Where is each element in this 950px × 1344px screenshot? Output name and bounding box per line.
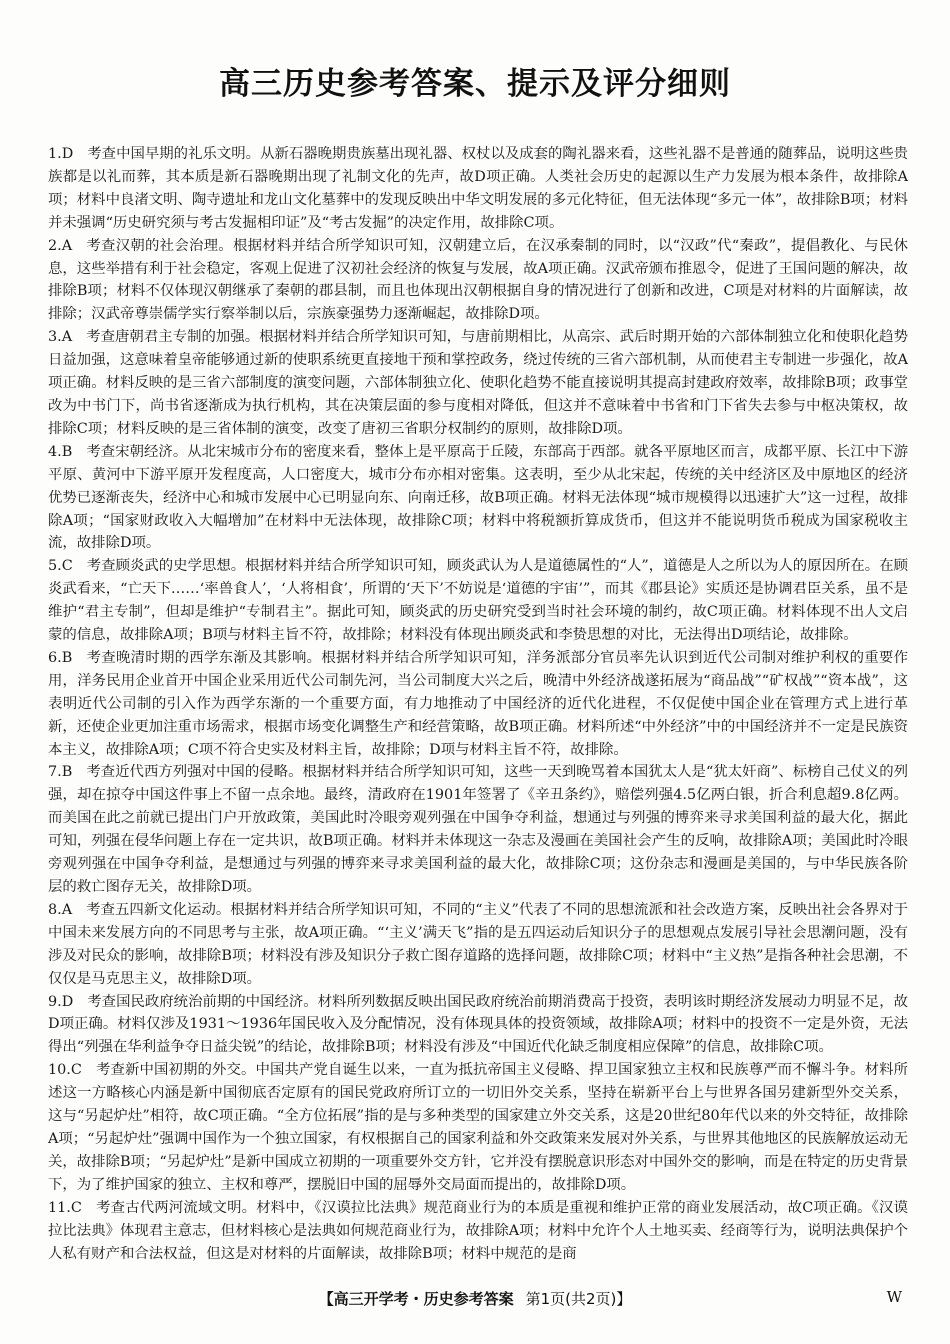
item-answer: B [61,649,73,666]
item-explanation: 考查汉朝的社会治理。根据材料并结合所学知识可知，汉朝建立后，在汉承秦制的同时，以“汉政”代“秦政”，提倡教化、与民休息，这些举措有利于社会稳定，客观上促进了汉初社会经济的恢复与发展，故A项正确。汉武帝颁布推恩令，促进了王国问题的解决，故排除B项；材料不仅体现汉朝继承了秦朝的郡县制，而且也体现出汉朝根据自身的情况进行了创新和改进，C项是对材料的片面解读，故排除；汉武帝尊崇儒学实行察举制以后，宗族豪强势力逐渐崛起，故排除D项。 [48,237,908,323]
item-number: 7. [48,764,62,781]
item-explanation: 考查国民政府统治前期的中国经济。材料所列数据反映出国民政府统治前期消费高于投资，表明该时期经济发展动力明显不足，故D项正确。材料仅涉及1931～1936年国民收入及分配情况，没有体现具体的投资领域，故排除A项；材料中的投资不一定是外资，无法得出“列强在华利益争夺日益尖锐”的结论，故排除B项；材料没有涉及“中国近代化缺乏制度相应保障”的信息，故排除C项。 [48,993,908,1056]
answer-item [48,555,908,647]
item-number: 10. [48,1062,71,1079]
answer-item [48,1059,908,1196]
page-title: 高三历史参考答案、提示及评分细则 [219,66,731,102]
answer-item [48,761,908,898]
item-answer: C [61,558,73,575]
item-explanation: 考查顾炎武的史学思想。根据材料并结合所学知识可知，顾炎武认为人是道德属性的“人”，道德是人之所以为人的原因所在。在顾炎武看来，“亡天下……‘率兽食人’，‘人将相食’，所谓的‘天下’不妨说是‘道德的宇宙’”，而其《郡县论》实质还是协调君臣关系，虽不是维护“君主专制”，但却是维护“专制君主”。据此可知，顾炎武的历史研究受到当时社会环境的制约，故C项正确。材料体现不出人文启蒙的信息，故排除A项；B项与材料主旨不符，故排除；材料没有体现出顾炎武和李贽思想的对比，无法得出D项结论，故排除。 [48,558,908,644]
item-number: 11. [48,1199,71,1216]
answer-item [48,1197,908,1266]
item-answer: D [61,146,74,162]
item-answer: A [61,237,73,254]
answer-item [48,899,908,991]
item-answer: B [61,764,73,781]
page-footer [0,1288,950,1309]
item-explanation: 考查中国早期的礼乐文明。从新石器晚期贵族墓出现礼器、权杖以及成套的陶礼器来看，这些礼器不是普通的随葬品，说明这些贵族都是以礼而葬，其本质是新石器晚期出现了礼制文化的先声，故D项正确。人类社会历史的起源以生产力发展为根本条件，故排除A项；材料中良渚文明、陶寺遗址和龙山文化墓葬中的发现反映出中华文明发展的多元化特征，但无法体现“多元一体”，故排除B项；材料并未强调“历史研究须与考古发掘相印证”及“考古发掘”的决定作用，故排除C项。 [48,146,908,231]
item-explanation: 考查古代两河流域文明。材料中，《汉谟拉比法典》规范商业行为的本质是重视和维护正常的商业发展活动，故C项正确。《汉谟拉比法典》体现君主意志，但材料核心是法典如何规范商业行为，故排除A项；材料中允许个人土地买卖、经商等行为，说明法典保护个人私有财产和合法权益，但这是对材料的片面解读，故排除B项；材料中规范的是商 [48,1199,908,1262]
item-answer: B [61,443,73,460]
item-number: 3. [48,329,62,346]
answer-item [48,326,908,441]
item-number: 6. [48,649,62,666]
item-number: 9. [48,993,62,1010]
footer-page-number: 第1页(共2页)】 [525,1290,632,1308]
item-explanation: 考查近代西方列强对中国的侵略。根据材料并结合所学知识可知，这些一天到晚骂着本国犹太人是“犹太奸商”、标榜自己仗义的列强，却在掠夺中国这件事上不留一点余地。最终，清政府在1901年签署了《辛丑条约》，赔偿列强4.5亿两白银，折合利息超9.8亿两。而美国在此之前就已提出门户开放政策，美国此时冷眼旁观列强在中国争夺利益，想通过与列强的博弈来寻求美国利益的最大化，据此可知，列强在侵华问题上存在一定共识，故B项正确。材料并未体现这一杂志及漫画在美国社会产生的反响，故排除A项；美国此时冷眼旁观列强在中国争夺利益，是想通过与列强的博弈来寻求美国利益的最大化，故排除C项；这份杂志和漫画是美国的，与中华民族各阶层的救亡图存无关，故排除D项。 [48,764,908,895]
item-number: 1. [48,146,62,162]
item-explanation: 考查晚清时期的西学东渐及其影响。根据材料并结合所学知识可知，洋务派部分官员率先认识到近代公司制对维护利权的重要作用，洋务民用企业首开中国企业采用近代公司制先河，当公司制度大兴之后，晚清中外经济战遂拓展为“商品战”“矿权战”“资本战”，这表明近代公司制的引入作为西学东渐的一个重要方面，有力地推动了中国经济的近代化进程，不仅促使中国企业在管理方式上进行革新，还使企业更加注重市场需求，根据市场变化调整生产和经营策略，故B项正确。材料所述“中外经济”中的中国经济并不一定是民族资本主义，故排除A项；C项不符合史实及材料主旨，故排除；D项与材料主旨不符，故排除。 [48,649,908,758]
answer-item [48,647,908,762]
item-explanation: 考查唐朝君主专制的加强。根据材料并结合所学知识可知，与唐前期相比，从高宗、武后时期开始的六部体制独立化和使职化趋势日益加强，这意味着皇帝能够通过新的使职系统更直接地干预和掌控政务，绕过传统的三省六部机制，从而使君主专制进一步强化，故A项正确。材料反映的是三省六部制度的演变问题，六部体制独立化、使职化趋势不能直接说明其提高封建政府效率，故排除B项；政事堂改为中书门下，尚书省逐渐成为执行机构，其在决策层面的参与度相对降低，但这并不意味着中书省和门下省失去参与中枢决策权，故排除C项；材料反映的是三省体制的演变，改变了唐初三省职分权制约的原则，故排除D项。 [48,329,908,437]
item-answer: D [61,993,74,1010]
item-answer: C [70,1199,82,1216]
answer-list [48,143,908,1265]
item-number: 4. [48,443,62,460]
answer-item [48,235,908,327]
item-explanation: 考查新中国初期的外交。中国共产党自诞生以来，一直为抵抗帝国主义侵略、捍卫国家独立主权和民族尊严而不懈斗争。材料所述这一方略核心内涵是新中国彻底否定原有的国民党政府所订立的一切旧外交关系，坚持在崭新平台上与世界各国另建新型外交关系，这与“另起炉灶”相符，故C项正确。“全方位拓展”指的是与多种类型的国家建立外交关系，这是20世纪80年代以来的外交特征，故排除A项；“另起炉灶”强调中国作为一个独立国家，有权根据自己的国家利益和外交政策来发展对外关系，与世界其他地区的民族解放运动无关，故排除B项；“另起炉灶”是新中国成立初期的一项重要外交方针，它并没有摆脱意识形态对中国外交的影响，而是在特定的历史背景下，为了维护国家的独立、主权和尊严，摆脱旧中国的屈辱外交局面而提出的，故排除D项。 [48,1062,908,1193]
answer-item [48,143,908,235]
footer-label: 【高三开学考・历史参考答案 [318,1290,514,1308]
item-explanation: 考查宋朝经济。从北宋城市分布的密度来看，整体上是平原高于丘陵，东部高于西部。就各平原地区而言，成都平原、长江中下游平原、黄河中下游平原开发程度高，人口密度大，城市分布亦相对密集。这表明，至少从北宋起，传统的关中经济区及中原地区的经济优势已逐渐丧失，经济中心和城市发展中心已明显向东、向南迁移，故B项正确。材料无法体现“城市规模得以迅速扩大”这一过程，故排除A项；“国家财政收入大幅增加”在材料中无法体现，故排除C项；材料中将税额折算成货币，但这并不能说明货币税成为国家税收主流，故排除D项。 [48,443,908,552]
answer-item [48,991,908,1060]
item-answer: C [70,1062,82,1079]
item-explanation: 考查五四新文化运动。根据材料并结合所学知识可知，不同的“主义”代表了不同的思想流派和社会改造方案，反映出社会各界对于中国未来发展方向的不同思考与主张，故A项正确。“‘主义’满天飞”指的是五四运动后知识分子的思想观点发展引导社会思潮问题，没有涉及对民众的影响，故排除B项；材料没有涉及知识分子救亡图存道路的选择问题，故排除C项；材料中“主义热”是指各种社会思潮，不仅仅是马克思主义，故排除D项。 [48,901,908,987]
item-answer: A [61,329,73,346]
item-number: 8. [48,901,62,918]
answer-item [48,441,908,556]
item-answer: A [61,901,73,918]
item-number: 5. [48,558,62,575]
item-number: 2. [48,237,62,254]
version-code: W [886,1288,902,1306]
